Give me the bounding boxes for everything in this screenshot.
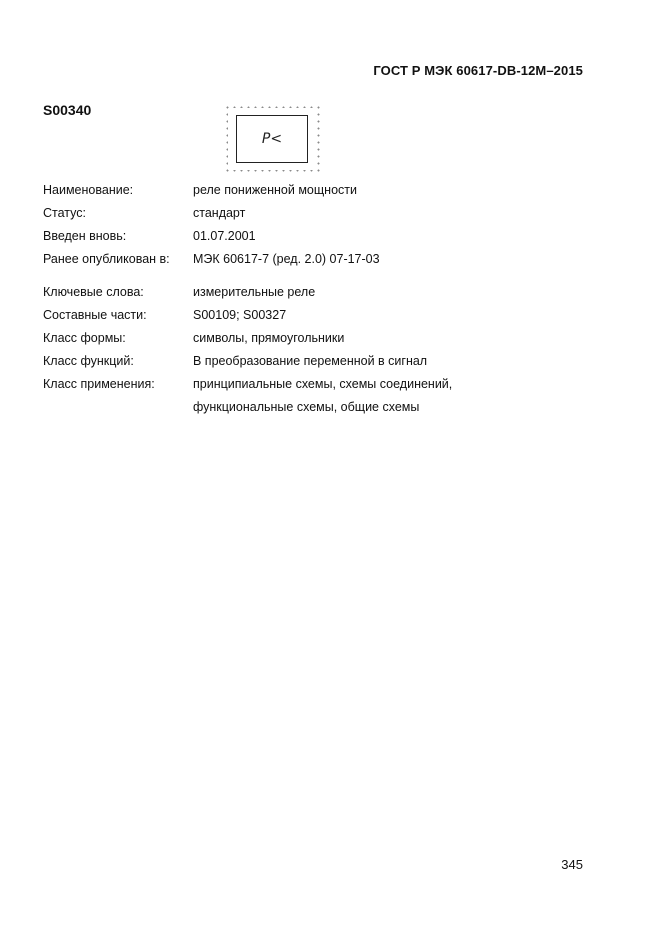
- property-value: 01.07.2001: [193, 229, 256, 243]
- property-key: Введен вновь:: [43, 229, 127, 243]
- property-row-shape-class: [43, 327, 452, 350]
- property-key: Ключевые слова:: [43, 285, 144, 299]
- property-key: Составные части:: [43, 308, 147, 322]
- property-value: стандарт: [193, 206, 246, 220]
- property-value-line: принципиальные схемы, схемы соединений,: [193, 377, 453, 391]
- property-row-function-class: [43, 350, 452, 373]
- property-value: B преобразование переменной в сигнал: [193, 354, 428, 368]
- property-row-published: [43, 248, 452, 271]
- symbol-label: P<: [261, 131, 283, 147]
- property-key: Класс функций:: [43, 354, 134, 368]
- property-row-application-class: [43, 373, 452, 419]
- property-value: символы, прямоугольники: [193, 331, 345, 345]
- page-number: 345: [561, 857, 583, 872]
- property-value: измерительные реле: [193, 285, 316, 299]
- property-key: Наименование:: [43, 183, 134, 197]
- property-row-keywords: [43, 281, 452, 304]
- property-key: Класс применения:: [43, 377, 155, 391]
- symbol-id: S00340: [43, 102, 92, 118]
- property-row-status: [43, 202, 452, 225]
- property-value: МЭК 60617-7 (ред. 2.0) 07-17-03: [193, 252, 380, 266]
- property-row-components: [43, 304, 452, 327]
- property-list: [43, 179, 452, 419]
- symbol-frame: [224, 104, 320, 174]
- property-row-name: [43, 179, 452, 202]
- property-value: [193, 373, 452, 419]
- property-value-line: функциональные схемы, общие схемы: [193, 400, 420, 414]
- property-row-introduced: [43, 225, 452, 248]
- symbol-graphic: [236, 115, 308, 163]
- property-key: Ранее опубликован в:: [43, 252, 170, 266]
- property-value: реле пониженной мощности: [193, 183, 357, 197]
- document-header: ГОСТ Р МЭК 60617-DB-12M–2015: [373, 63, 583, 78]
- property-key: Статус:: [43, 206, 86, 220]
- property-value: S00109; S00327: [193, 308, 287, 322]
- property-key: Класс формы:: [43, 331, 126, 345]
